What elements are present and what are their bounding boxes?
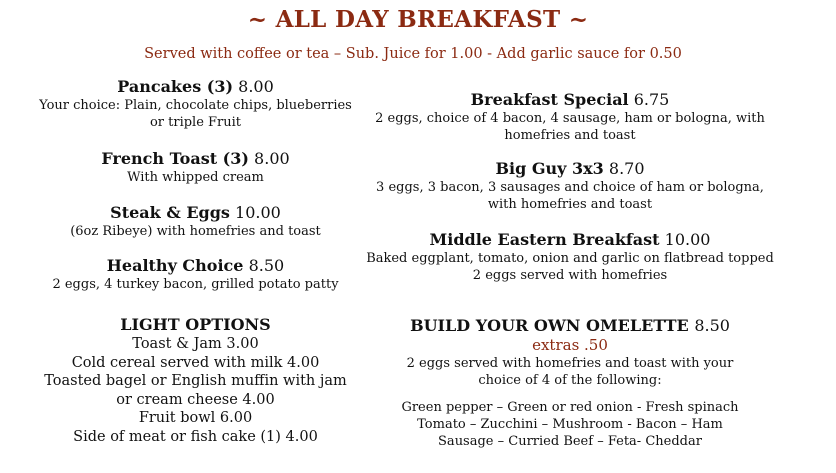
item-name: Middle Eastern Breakfast — [429, 230, 660, 249]
omelette-section — [360, 316, 780, 450]
item-description: Your choice: Plain, chocolate chips, blueberries or triple Fruit — [39, 98, 352, 130]
item-description: 2 eggs, choice of 4 bacon, 4 sausage, ham or bologna, with homefries and toast — [375, 111, 765, 143]
item-price: 6.75 — [633, 90, 670, 109]
light-option-line: Toast & Jam 3.00 — [132, 336, 259, 352]
light-options-section — [18, 315, 373, 446]
menu-subtitle: Served with coffee or tea – Sub. Juice for 1.00 - Add garlic sauce for 0.50 — [144, 46, 682, 62]
omelette-description: 2 eggs served with homefries and toast with your choice of 4 of the following: — [406, 356, 734, 388]
section-title: LIGHT OPTIONS — [120, 315, 271, 334]
item-name: Breakfast Special — [470, 90, 629, 109]
menu-title: ~ ALL DAY BREAKFAST ~ — [247, 6, 589, 33]
omelette-option-line: Tomato – Zucchini – Mushroom - Bacon – Ham — [417, 417, 723, 432]
item-name: Pancakes (3) — [117, 77, 234, 96]
omelette-option-line: Sausage – Curried Beef – Feta- Cheddar — [438, 434, 702, 449]
menu-item-french-toast — [18, 148, 373, 186]
light-option-line: Cold cereal served with milk 4.00 — [71, 354, 320, 371]
menu-item-big-guy — [360, 158, 780, 213]
item-price: 8.00 — [254, 149, 290, 168]
item-description: 2 eggs, 4 turkey bacon, grilled potato patty — [52, 277, 339, 292]
menu-item-healthy-choice — [18, 255, 373, 293]
item-name: Big Guy 3x3 — [495, 159, 604, 178]
item-name: Steak & Eggs — [110, 203, 230, 222]
item-price: 8.70 — [608, 159, 645, 178]
item-description: 3 eggs, 3 bacon, 3 sausages and choice of ham or bologna, with homefries and toast — [376, 180, 764, 212]
menu-item-steak-eggs — [18, 202, 373, 240]
omelette-extras: extras .50 — [532, 336, 608, 354]
section-title — [360, 316, 780, 336]
omelette-price: 8.50 — [694, 316, 730, 335]
item-price: 10.00 — [235, 203, 281, 222]
light-option-line: Side of meat or fish cake (1) 4.00 — [73, 428, 318, 445]
menu-item-breakfast-special — [360, 89, 780, 144]
item-price: 8.50 — [248, 256, 285, 275]
item-description: Baked eggplant, tomato, onion and garlic on flatbread topped 2 eggs served with homefries — [366, 251, 774, 283]
light-option-line: Toasted bagel or English muffin with jam or cream cheese 4.00 — [44, 373, 347, 408]
menu-item-middle-eastern — [360, 229, 780, 284]
omelette-title: BUILD YOUR OWN OMELETTE — [410, 316, 689, 335]
item-price: 8.00 — [238, 77, 274, 96]
item-description: With whipped cream — [127, 170, 264, 185]
light-option-line: Fruit bowl 6.00 — [138, 410, 253, 426]
item-name: Healthy Choice — [106, 256, 244, 275]
item-description: (6oz Ribeye) with homefries and toast — [70, 224, 321, 239]
omelette-option-line: Green pepper – Green or red onion - Fresh spinach — [401, 400, 739, 415]
menu-item-pancakes — [18, 76, 373, 131]
item-name: French Toast (3) — [101, 149, 249, 168]
item-price: 10.00 — [664, 230, 711, 249]
